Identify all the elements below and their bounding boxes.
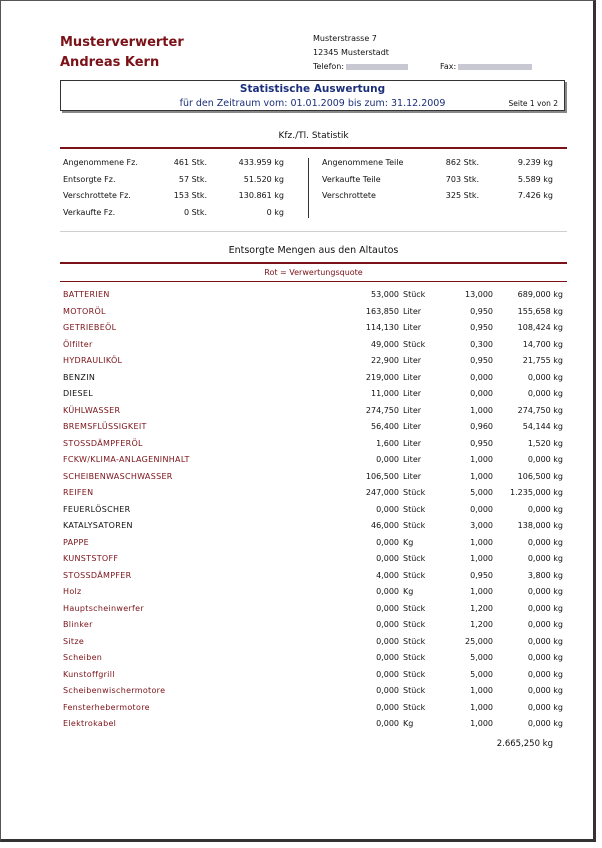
table-row: [1, 719, 602, 735]
row-unit: Kg: [403, 587, 414, 596]
row-material: Holz: [63, 587, 82, 596]
row-material: Blinker: [63, 620, 93, 629]
row-material: Elektrokabel: [63, 719, 117, 728]
row-unit: Stück: [403, 570, 426, 580]
row-material: HYDRAULIKÖL: [63, 356, 123, 365]
row-quote: 1,000: [470, 702, 493, 712]
row-material: KUNSTSTOFF: [63, 554, 119, 563]
row-amount: 0,000: [376, 537, 399, 547]
row-amount: 0,000: [376, 587, 399, 596]
table-row: [1, 571, 602, 587]
row-quote: 13,000: [465, 290, 493, 299]
row-quote: 5,000: [470, 653, 493, 662]
table-row: [1, 604, 602, 620]
row-total: 0,000 kg: [527, 603, 563, 613]
table-row: [1, 686, 602, 702]
row-material: Fensterhebermotore: [63, 702, 150, 712]
row-amount: 0,000: [376, 603, 399, 613]
grand-total: 2.665,250 kg: [496, 739, 553, 749]
row-total: 21,755 kg: [522, 356, 563, 365]
kfz-divider: [60, 147, 567, 149]
row-total: 0,000 kg: [527, 702, 563, 712]
table-row: [1, 637, 602, 653]
kfz-right-label: Verschrottete: [322, 191, 376, 200]
kfz-left-weight: 0 kg: [266, 208, 284, 217]
kfz-bottom-divider: [60, 231, 567, 232]
row-amount: 0,000: [376, 653, 399, 662]
row-material: STOSSDÄMPFER: [63, 570, 132, 580]
row-material: Hauptscheinwerfer: [63, 603, 144, 613]
row-total: 14,700 kg: [522, 339, 563, 349]
row-total: 0,000 kg: [527, 686, 563, 695]
row-total: 0,000 kg: [527, 620, 563, 629]
row-quote: 1,200: [470, 620, 493, 629]
kfz-right-label: Verkaufte Teile: [322, 175, 381, 184]
table-row: [1, 389, 602, 405]
table-row: [1, 505, 602, 521]
row-amount: 53,000: [371, 290, 399, 299]
row-amount: 1,600: [376, 438, 399, 448]
row-material: BATTERIEN: [63, 290, 110, 299]
row-unit: Stück: [403, 488, 426, 497]
kfz-section-title: Kfz./Tl. Statistik: [278, 131, 349, 141]
report-period: für den Zeitraum vom: 01.01.2009 bis zum: 31.12.2009: [179, 98, 446, 109]
row-quote: 1,000: [470, 587, 493, 596]
row-quote: 5,000: [470, 488, 493, 497]
kfz-right-count: 703 Stk.: [445, 175, 479, 184]
row-amount: 56,400: [371, 422, 399, 431]
row-total: 0,000 kg: [527, 537, 563, 547]
kfz-column-divider: [308, 158, 309, 218]
table-row: [1, 455, 602, 471]
row-material: KÜHLWASSER: [63, 405, 121, 415]
report-title: Statistische Auswertung: [239, 83, 386, 95]
table-row: [1, 653, 602, 669]
phone-label: Telefon:: [313, 62, 345, 71]
row-total: 0,000 kg: [527, 669, 563, 679]
row-total: 1.235,000 kg: [510, 488, 563, 497]
table-row: [1, 670, 602, 686]
row-total: 54,144 kg: [522, 422, 563, 431]
table-row: [1, 323, 602, 339]
row-amount: 0,000: [376, 554, 399, 563]
row-quote: 1,000: [470, 405, 493, 415]
row-amount: 0,000: [376, 504, 399, 514]
row-unit: Stück: [403, 686, 426, 695]
row-unit: Kg: [403, 537, 414, 547]
row-quote: 0,000: [470, 372, 493, 382]
row-amount: 0,000: [376, 620, 399, 629]
address-city: 12345 Musterstadt: [313, 48, 389, 57]
row-total: 689,000 kg: [517, 290, 563, 299]
fax-label: Fax:: [440, 62, 457, 71]
row-quote: 1,200: [470, 603, 493, 613]
row-total: 1,520 kg: [527, 438, 563, 448]
kfz-left-count: 0 Stk.: [183, 208, 207, 217]
row-amount: 247,000: [365, 488, 399, 497]
row-total: 0,000 kg: [527, 587, 563, 596]
report-title-box: [60, 80, 565, 111]
row-amount: 0,000: [376, 455, 399, 464]
kfz-right-weight: 9.239 kg: [517, 158, 553, 167]
table-row: [1, 538, 602, 554]
row-total: 274,750 kg: [517, 405, 563, 415]
row-amount: 0,000: [376, 702, 399, 712]
row-unit: Stück: [403, 290, 426, 299]
row-unit: Stück: [403, 554, 426, 563]
row-quote: 1,000: [470, 455, 493, 464]
quote-legend: Rot = Verwertungsquote: [264, 268, 363, 277]
row-amount: 11,000: [371, 389, 399, 398]
row-quote: 0,950: [470, 356, 493, 365]
table-row: [1, 521, 602, 537]
row-quote: 5,000: [470, 669, 493, 679]
row-unit: Stück: [403, 636, 426, 646]
row-amount: 0,000: [376, 719, 399, 728]
row-unit: Liter: [403, 323, 422, 332]
table-row: [1, 703, 602, 719]
row-unit: Liter: [403, 405, 422, 415]
table-row: [1, 439, 602, 455]
row-material: SCHEIBENWASCHWASSER: [63, 471, 173, 481]
table-row: [1, 290, 602, 306]
row-unit: Kg: [403, 719, 414, 728]
row-amount: 274,750: [365, 405, 399, 415]
row-material: Kunstoffgrill: [63, 669, 115, 679]
table-row: [1, 488, 602, 504]
row-amount: 163,850: [365, 306, 399, 316]
owner-name: Andreas Kern: [60, 55, 160, 70]
row-unit: Liter: [403, 422, 422, 431]
kfz-left-label: Entsorgte Fz.: [63, 175, 116, 184]
row-material: Scheiben: [63, 653, 103, 662]
row-total: 3,800 kg: [527, 570, 563, 580]
row-amount: 22,900: [371, 356, 399, 365]
kfz-left-count: 153 Stk.: [173, 191, 207, 200]
row-material: STOSSDÄMPFERÖL: [63, 438, 143, 448]
kfz-left-weight: 51.520 kg: [243, 175, 284, 184]
row-total: 138,000 kg: [517, 521, 563, 530]
row-unit: Liter: [403, 306, 422, 316]
row-quote: 1,000: [470, 537, 493, 547]
table-row: [1, 356, 602, 372]
row-amount: 0,000: [376, 669, 399, 679]
row-amount: 0,000: [376, 686, 399, 695]
table-row: [1, 620, 602, 636]
kfz-left-count: 57 Stk.: [178, 175, 207, 184]
row-material: Ölfilter: [63, 339, 93, 349]
row-quote: 0,950: [470, 438, 493, 448]
row-total: 0,000 kg: [527, 636, 563, 646]
kfz-right-count: 862 Stk.: [445, 158, 479, 167]
row-total: 0,000 kg: [527, 455, 563, 464]
table-row: [1, 406, 602, 422]
row-amount: 46,000: [371, 521, 399, 530]
row-unit: Stück: [403, 653, 426, 662]
kfz-left-count: 461 Stk.: [173, 158, 207, 167]
row-material: BENZIN: [63, 372, 96, 382]
table-row: [1, 373, 602, 389]
kfz-right-weight: 7.426 kg: [517, 191, 553, 200]
row-total: 0,000 kg: [527, 389, 563, 398]
table-row: [1, 472, 602, 488]
row-unit: Stück: [403, 339, 426, 349]
row-material: REIFEN: [63, 488, 94, 497]
row-total: 108,424 kg: [517, 323, 563, 332]
address-street: Musterstrasse 7: [313, 34, 377, 43]
row-quote: 0,000: [470, 389, 493, 398]
row-total: 106,500 kg: [517, 471, 563, 481]
row-quote: 0,950: [470, 323, 493, 332]
row-unit: Liter: [403, 455, 422, 464]
row-material: Sitze: [63, 636, 85, 646]
kfz-left-weight: 433.959 kg: [238, 158, 284, 167]
row-amount: 114,130: [365, 323, 399, 332]
row-material: GETRIEBEÖL: [63, 323, 117, 332]
row-material: PAPPE: [63, 537, 89, 547]
kfz-left-weight: 130.861 kg: [238, 191, 284, 200]
fax-redacted: [458, 64, 532, 70]
row-quote: 0,950: [470, 306, 493, 316]
table-row: [1, 307, 602, 323]
row-amount: 219,000: [365, 372, 399, 382]
row-unit: Stück: [403, 603, 426, 613]
kfz-left-label: Verkaufte Fz.: [63, 208, 116, 217]
altautos-divider: [60, 262, 567, 264]
row-material: FCKW/KLIMA-ANLAGENINHALT: [63, 455, 190, 464]
row-quote: 1,000: [470, 686, 493, 695]
row-material: MOTORÖL: [63, 306, 106, 316]
table-row: [1, 587, 602, 603]
table-row: [1, 422, 602, 438]
row-unit: Liter: [403, 372, 422, 382]
row-material: FEUERLÖSCHER: [63, 504, 131, 514]
row-unit: Stück: [403, 620, 426, 629]
page-number: Seite 1 von 2: [508, 99, 558, 108]
row-unit: Stück: [403, 702, 426, 712]
row-amount: 0,000: [376, 636, 399, 646]
row-total: 0,000 kg: [527, 504, 563, 514]
row-unit: Stück: [403, 504, 426, 514]
row-total: 0,000 kg: [527, 372, 563, 382]
table-row: [1, 340, 602, 356]
legend-divider: [60, 281, 567, 282]
company-name: Musterverwerter: [60, 35, 184, 50]
row-unit: Liter: [403, 389, 422, 398]
row-amount: 106,500: [365, 471, 399, 481]
row-quote: 3,000: [470, 521, 493, 530]
kfz-left-label: Angenommene Fz.: [63, 158, 138, 167]
kfz-right-count: 325 Stk.: [445, 191, 479, 200]
table-row: [1, 554, 602, 570]
row-quote: 25,000: [465, 636, 493, 646]
kfz-left-label: Verschrottete Fz.: [63, 191, 131, 200]
phone-line: [313, 62, 408, 71]
row-quote: 1,000: [470, 719, 493, 728]
row-quote: 0,300: [470, 339, 493, 349]
row-amount: 4,000: [376, 570, 399, 580]
kfz-right-label: Angenommene Teile: [322, 158, 404, 167]
row-quote: 0,960: [470, 422, 493, 431]
row-unit: Stück: [403, 521, 426, 530]
row-unit: Liter: [403, 356, 422, 365]
kfz-right-weight: 5.589 kg: [517, 175, 553, 184]
row-material: KATALYSATOREN: [63, 521, 133, 530]
row-quote: 1,000: [470, 471, 493, 481]
row-total: 0,000 kg: [527, 653, 563, 662]
row-quote: 0,950: [470, 570, 493, 580]
altautos-section-title: Entsorgte Mengen aus den Altautos: [228, 245, 399, 256]
row-amount: 49,000: [371, 339, 399, 349]
row-total: 0,000 kg: [527, 719, 563, 728]
phone-redacted: [346, 64, 408, 70]
row-total: 0,000 kg: [527, 554, 563, 563]
fax-line: [440, 62, 532, 71]
row-unit: Stück: [403, 669, 426, 679]
row-material: Scheibenwischermotore: [63, 686, 166, 695]
row-unit: Liter: [403, 471, 422, 481]
row-quote: 0,000: [470, 504, 493, 514]
row-quote: 1,000: [470, 554, 493, 563]
row-unit: Liter: [403, 438, 422, 448]
row-material: DIESEL: [63, 389, 93, 398]
row-total: 155,658 kg: [517, 306, 563, 316]
row-material: BREMSFLÜSSIGKEIT: [63, 422, 147, 431]
